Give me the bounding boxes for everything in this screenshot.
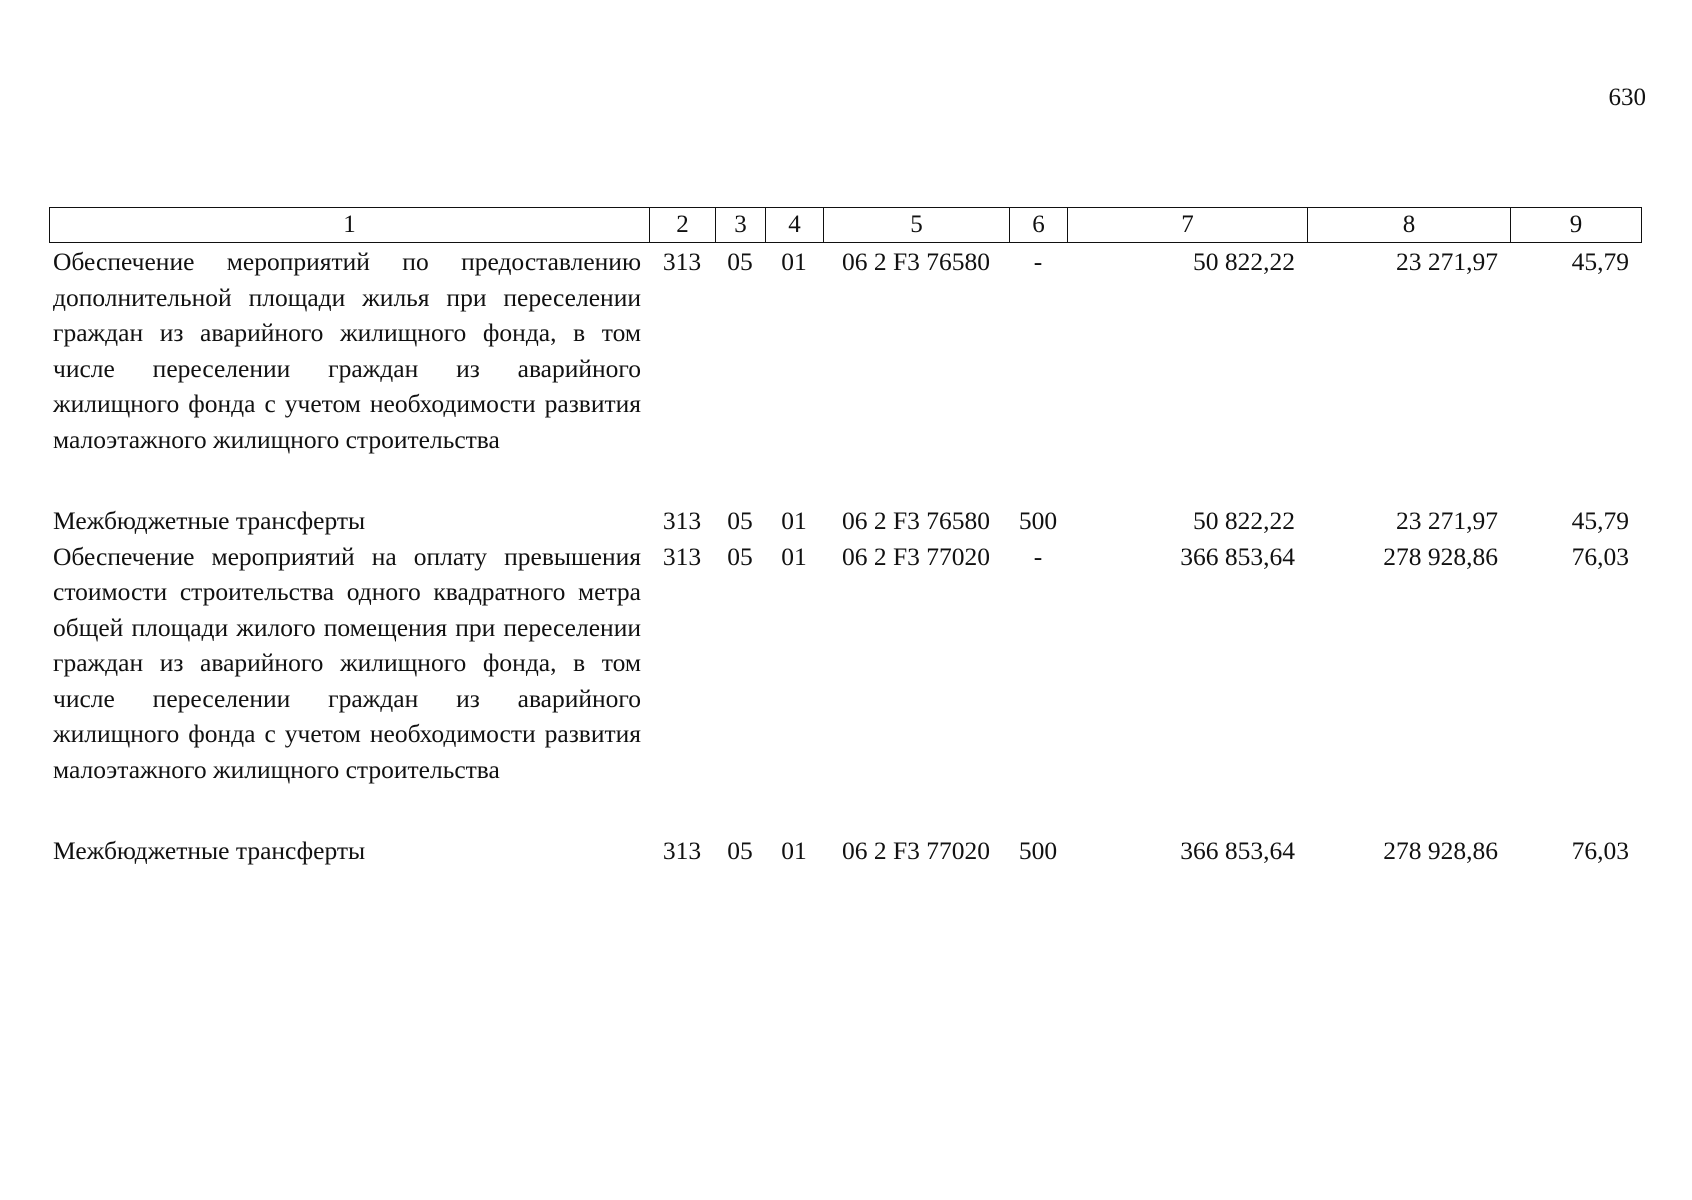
cell-value-8: 23 271,97	[1396, 247, 1498, 276]
cell-code-2: 313	[662, 247, 702, 276]
cell-code-4: 01	[781, 836, 807, 865]
cell-code-2: 313	[662, 506, 702, 535]
header-cell: 6	[1010, 208, 1068, 243]
cell-code-2: 313	[662, 836, 702, 865]
page-number: 630	[1608, 84, 1646, 111]
header-cell: 8	[1308, 208, 1511, 243]
header-cell: 2	[650, 208, 716, 243]
row-name: Обеспечение мероприятий по предоставлению дополнительной площади жилья при переселении граждан из аварийного жилищного фонда, в том числе переселении граждан из аварийного жилищного фонда с учетом необходимости развития малоэтажного жилищного строительства	[53, 247, 641, 454]
cell-code-5: 06 2 F3 76580	[841, 247, 991, 276]
table-row	[49, 833, 1641, 869]
cell-code-6: -	[1033, 541, 1043, 571]
header-cell: 7	[1068, 208, 1308, 243]
header-cell: 3	[716, 208, 766, 243]
cell-value-7: 50 822,22	[1193, 247, 1295, 276]
cell-code-4: 01	[781, 506, 807, 535]
cell-code-5: 06 2 F3 77020	[841, 541, 991, 571]
cell-value-9: 76,03	[1571, 541, 1629, 571]
table-row	[49, 539, 1641, 788]
cell-code-5: 06 2 F3 77020	[841, 836, 991, 865]
cell-code-3: 05	[727, 506, 753, 535]
header-cell: 1	[50, 208, 650, 243]
row-name: Межбюджетные трансферты	[53, 836, 366, 865]
cell-code-5: 06 2 F3 76580	[841, 506, 991, 535]
cell-code-6: 500	[1018, 836, 1058, 865]
cell-code-6: -	[1033, 247, 1043, 276]
header-cell: 9	[1511, 208, 1642, 243]
row-spacer	[49, 457, 1641, 503]
cell-code-3: 05	[727, 247, 753, 276]
cell-code-4: 01	[781, 247, 807, 276]
cell-code-6: 500	[1018, 506, 1058, 535]
cell-value-9: 45,79	[1571, 506, 1629, 535]
budget-table-body	[49, 244, 1641, 869]
table-row	[49, 244, 1641, 457]
header-row	[50, 208, 1642, 243]
cell-code-2: 313	[662, 541, 702, 571]
cell-value-8: 278 928,86	[1383, 836, 1498, 865]
cell-value-7: 366 853,64	[1180, 836, 1295, 865]
cell-code-4: 01	[781, 541, 807, 571]
cell-code-3: 05	[727, 541, 753, 571]
cell-value-7: 50 822,22	[1193, 506, 1295, 535]
header-cell: 4	[766, 208, 824, 243]
header-cell: 5	[824, 208, 1010, 243]
cell-code-3: 05	[727, 836, 753, 865]
row-name: Межбюджетные трансферты	[53, 506, 366, 535]
row-spacer	[49, 787, 1641, 833]
cell-value-9: 45,79	[1571, 247, 1629, 276]
cell-value-7: 366 853,64	[1180, 541, 1295, 571]
column-number-header	[49, 207, 1642, 243]
table-row	[49, 503, 1641, 539]
row-name: Обеспечение мероприятий на оплату превышения стоимости строительства одного квадратного метра общей площади жилого помещения при переселении граждан из аварийного жилищного фонда, в том числе переселении граждан из аварийного жилищного фонда с учетом необходимости развития малоэтажного жилищного строительства	[53, 541, 641, 784]
cell-value-9: 76,03	[1571, 836, 1629, 865]
cell-value-8: 23 271,97	[1396, 506, 1498, 535]
cell-value-8: 278 928,86	[1383, 541, 1498, 571]
